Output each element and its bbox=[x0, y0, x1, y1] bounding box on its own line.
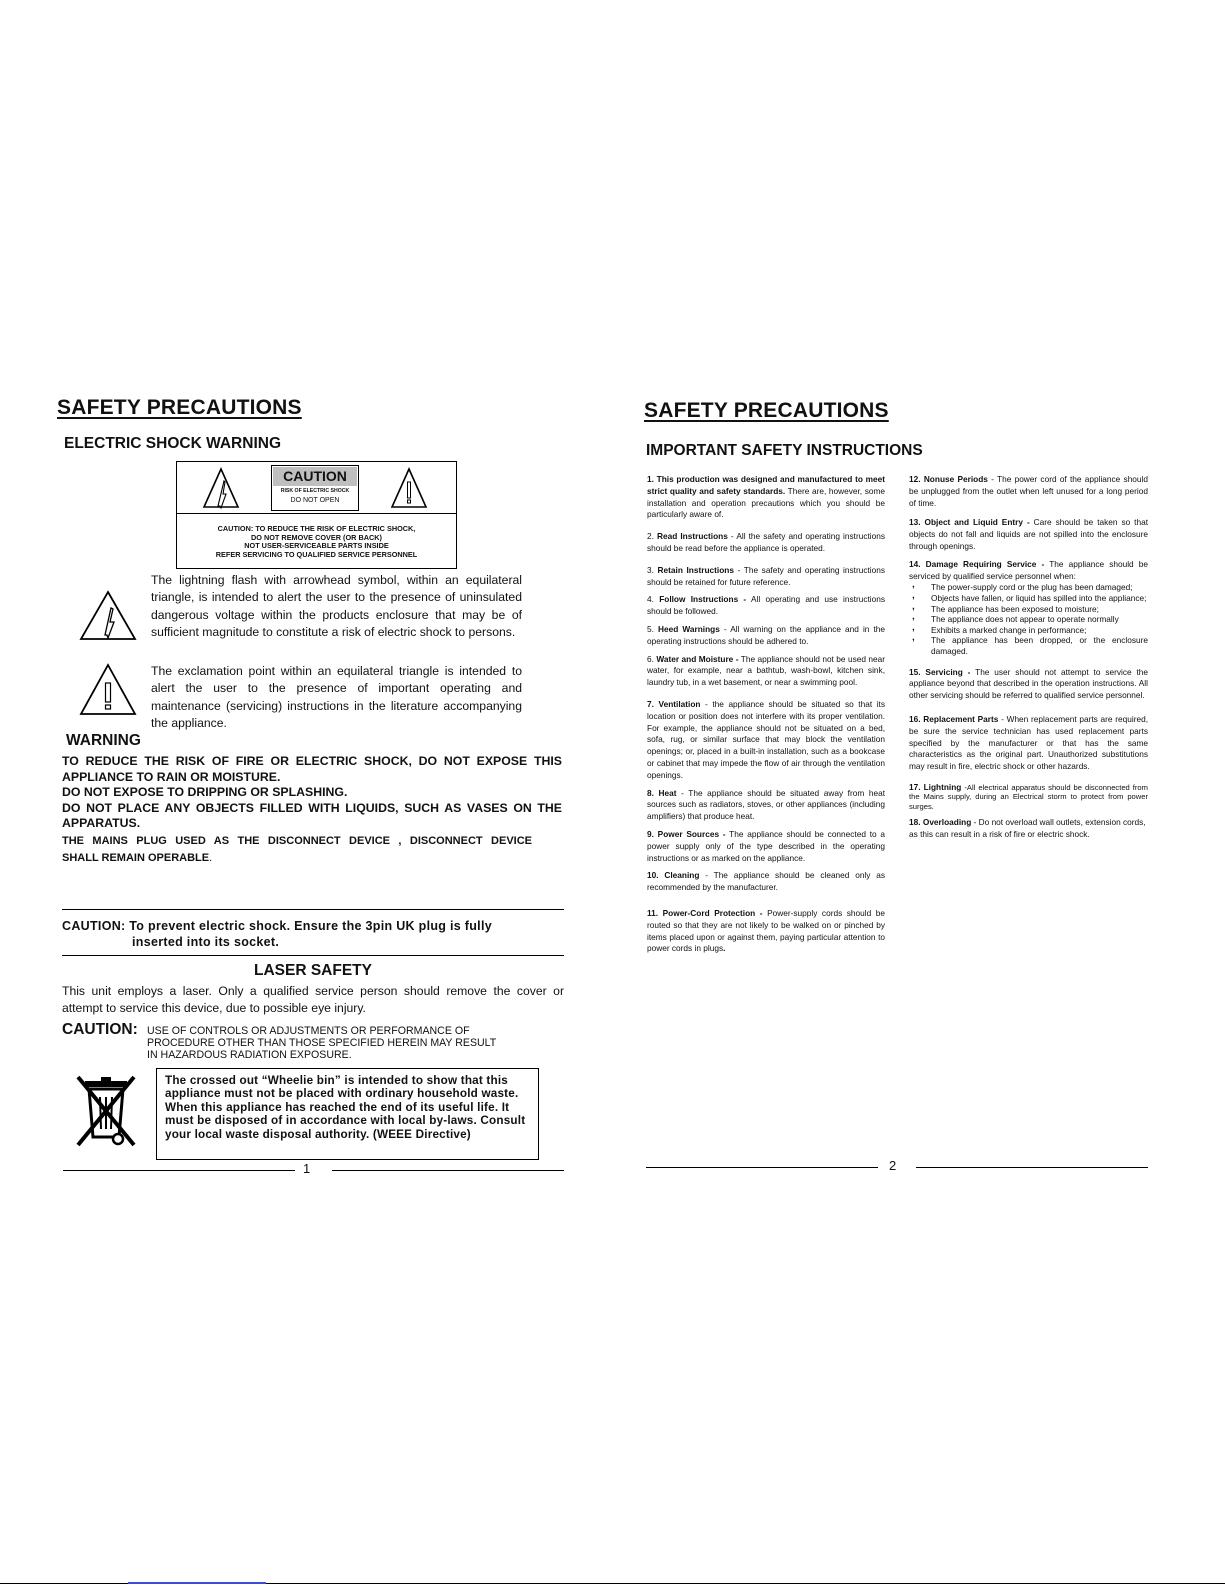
caution-box bbox=[176, 461, 457, 569]
item5-num: 5. bbox=[647, 623, 654, 634]
caution-box-line3: NOT USER-SERVICEABLE PARTS INSIDE bbox=[244, 541, 389, 551]
instructions-column-left bbox=[647, 474, 885, 961]
item10-body: - The appliance should be cleaned only as recommended by the manufacturer. bbox=[647, 870, 885, 893]
lightning-paragraph: The lightning flash with arrowhead symbol, within an equilateral triangle, is intended to alert the user to the presence of uninsulated dangerous voltage within the products enclosure that may be of sufficient magnitude to constitute a risk of electric shock to persons. bbox=[151, 573, 522, 639]
item17-head: Lightning bbox=[923, 781, 962, 792]
mains-line2: SHALL REMAIN OPERABLE bbox=[62, 851, 210, 864]
caution-box-line1: CAUTION: TO REDUCE THE RISK OF ELECTRIC SHOCK, bbox=[217, 524, 416, 533]
item6-num: 6. bbox=[647, 653, 654, 664]
instruction-item-9 bbox=[647, 829, 885, 864]
item4-head: Follow Instructions - bbox=[659, 594, 747, 605]
item5-head: Heed Warnings bbox=[657, 623, 720, 634]
bottom-blue-mark bbox=[128, 1582, 266, 1584]
item15-body: The user should not attempt to service the appliance beyond that described in the operation instructions. All other servicing should be referred to qualified service personnel. bbox=[909, 666, 1148, 701]
warning-line5: APPARATUS. bbox=[62, 816, 141, 830]
item1-body: There are, however, some installation and operation precautions which you should be particularly aware of. bbox=[647, 485, 885, 520]
mains-plug-notice bbox=[62, 833, 532, 866]
laser-caution-text bbox=[147, 1025, 545, 1062]
item9-head: Power Sources - bbox=[657, 828, 726, 839]
weee-notice-box bbox=[156, 1068, 539, 1160]
instruction-item-12 bbox=[909, 474, 1148, 509]
item14-num: 14. bbox=[909, 558, 921, 569]
item18-num: 18. bbox=[909, 817, 921, 828]
item3-head: Retain Instructions bbox=[657, 564, 734, 575]
damage-conditions-list bbox=[909, 582, 1148, 656]
item5-body: - All warning on the appliance and in the operating instructions should be adhered to. bbox=[647, 623, 885, 646]
caution-label: CAUTION bbox=[273, 467, 357, 486]
laser-caution-line1: USE OF CONTROLS OR ADJUSTMENTS OR PERFORMANCE OF bbox=[147, 1025, 470, 1037]
page-2-title: SAFETY PRECAUTIONS bbox=[644, 399, 889, 422]
caution-box-line2: DO NOT REMOVE COVER (OR BACK) bbox=[251, 532, 382, 542]
laser-caution-line2: PROCEDURE OTHER THAN THOSE SPECIFIED HEREIN MAY RESULT bbox=[147, 1037, 497, 1050]
item15-head: Servicing - bbox=[925, 666, 971, 677]
item7-head: Ventilation bbox=[658, 698, 701, 709]
item7-body: - the appliance should be situated so that its location or position does not interfere with its proper ventilation. For example, the appliance should not be situated on a bed, sofa, rug, or similar surface that may block the ventilation openings; or, placed in a built-in installation, such as a bookcase or cabinet that may impede the flow of air through the ventilation openings. bbox=[647, 698, 886, 780]
item13-head: Object and Liquid Entry - bbox=[924, 517, 1030, 528]
damage-bullet-5: ‚ Exhibits a marked change in performance; bbox=[909, 625, 1148, 636]
item7-num: 7. bbox=[647, 698, 654, 709]
item2-body: - All the safety and operating instructions should be read before the appliance is operated. bbox=[647, 531, 886, 553]
item4-body: All operating and use instructions should be followed. bbox=[647, 594, 885, 617]
crossed-out-wheelie-bin-icon bbox=[74, 1073, 138, 1149]
plug-caution-label: CAUTION: bbox=[62, 919, 126, 933]
damage-bullet-4: ‚ The appliance does not appear to operate normally bbox=[909, 614, 1148, 625]
electric-shock-heading: ELECTRIC SHOCK WARNING bbox=[64, 435, 281, 452]
item16-body: - When replacement parts are required, be sure the service technician has used replacement parts specified by the manufacturer or that has the same characteristics as the original part. Unauthorized substitutions may result in fire, electric shock or other hazards. bbox=[909, 713, 1148, 772]
item6-body: The appliance should not be used near water, for example, near a bathtub, wash-bowl, kitchen sink, laundry tub, in a wet basement, or near a swimming pool. bbox=[647, 653, 885, 688]
important-safety-heading: IMPORTANT SAFETY INSTRUCTIONS bbox=[646, 442, 923, 459]
warning-heading: WARNING bbox=[66, 732, 141, 749]
item14-head: Damage Requiring Service - bbox=[925, 558, 1045, 569]
page-1-title: SAFETY PRECAUTIONS bbox=[57, 396, 302, 419]
instruction-item-3 bbox=[647, 565, 885, 589]
item14-body: The appliance should be serviced by qualified service personnel when: bbox=[909, 558, 1148, 581]
laser-safety-heading: LASER SAFETY bbox=[254, 962, 372, 979]
divider-bottom bbox=[62, 955, 564, 956]
instruction-item-4 bbox=[647, 594, 885, 618]
instruction-item-14 bbox=[909, 559, 1148, 583]
damage-bullet-6: ‚ The appliance has been dropped, or the enclosure damaged. bbox=[909, 635, 1148, 656]
footer-rule-left bbox=[63, 1170, 295, 1171]
item18-body: - Do not overload wall outlets, extension cords, as this can result in a risk of fire or electric shock. bbox=[909, 817, 1146, 840]
divider-top bbox=[62, 909, 564, 910]
footer-rule-right bbox=[332, 1170, 564, 1171]
item9-body: The appliance should be connected to a power supply only of the type described in the operating instructions or as marked on the appliance. bbox=[647, 828, 885, 863]
item4-num: 4. bbox=[647, 594, 654, 605]
footer-rule-right bbox=[916, 1167, 1148, 1168]
item11-num: 11. bbox=[647, 907, 659, 918]
item16-num: 16. bbox=[909, 713, 921, 724]
instruction-item-5 bbox=[647, 624, 885, 648]
item8-head: Heat bbox=[658, 787, 677, 798]
item17-body: -All electrical apparatus should be disconnected from the Mains supply, during an Electrical storm to protect from power surges. bbox=[909, 782, 1148, 811]
instructions-column-right bbox=[909, 474, 1148, 847]
item12-body: - The power cord of the appliance should be unplugged from the outlet when left unused for a long period of time. bbox=[909, 474, 1148, 508]
lightning-symbol-icon bbox=[78, 590, 138, 642]
instruction-item-11 bbox=[647, 908, 885, 955]
warning-block bbox=[62, 754, 562, 832]
plug-caution bbox=[62, 918, 562, 950]
item9-num: 9. bbox=[647, 828, 654, 839]
item18-head: Overloading bbox=[922, 817, 972, 828]
laser-paragraph: This unit employs a laser. Only a qualified service person should remove the cover or attempt to service this device, due to possible eye injury. bbox=[62, 984, 564, 1016]
lightning-triangle-icon bbox=[201, 466, 241, 510]
item15-num: 15. bbox=[909, 666, 921, 677]
item1-head: 1. This production was designed and manufactured to meet strict quality and safety standards. bbox=[647, 474, 885, 496]
item17-num: 17. bbox=[909, 781, 921, 792]
item3-body: - The safety and operating instructions should be retained for future reference. bbox=[647, 564, 885, 587]
instruction-item-8 bbox=[647, 788, 885, 823]
instruction-item-18 bbox=[909, 817, 1148, 841]
item8-num: 8. bbox=[647, 787, 654, 798]
page-number: 2 bbox=[889, 1158, 897, 1173]
item3-num: 3. bbox=[647, 564, 654, 575]
instruction-item-7 bbox=[647, 699, 885, 782]
risk-of-electric-shock-text: RISK OF ELECTRIC SHOCK bbox=[280, 488, 350, 494]
instruction-item-10 bbox=[647, 870, 885, 894]
item10-head: Cleaning bbox=[664, 870, 700, 881]
laser-caution-line3: IN HAZARDOUS RADIATION EXPOSURE. bbox=[147, 1049, 352, 1062]
warning-line2: APPLIANCE TO RAIN OR MOISTURE. bbox=[62, 769, 281, 784]
exclamation-paragraph: The exclamation point within an equilateral triangle is intended to alert the user to the presence of important operating and maintenance (servicing) instructions in the literature accompanying the appliance. bbox=[151, 664, 522, 730]
item2-num: 2. bbox=[647, 531, 654, 542]
instruction-item-2 bbox=[647, 531, 885, 555]
item8-body: - The appliance should be situated away from heat sources such as radiators, stoves, or other appliances (including amplifiers) that produce heat. bbox=[647, 787, 885, 822]
instruction-item-13 bbox=[909, 517, 1148, 552]
footer-rule-left bbox=[646, 1167, 878, 1168]
caution-box-divider bbox=[177, 513, 456, 514]
caution-label-plate bbox=[271, 465, 359, 511]
damage-bullet-3: ‚ The appliance has been exposed to moisture; bbox=[909, 604, 1148, 615]
item10-num: 10. bbox=[647, 870, 659, 881]
mains-line1: THE MAINS PLUG USED AS THE DISCONNECT DEVICE , DISCONNECT DEVICE bbox=[62, 835, 532, 847]
instruction-item-1 bbox=[647, 474, 885, 521]
item2-head: Read Instructions bbox=[657, 531, 728, 542]
item16-head: Replacement Parts bbox=[923, 713, 999, 724]
damage-bullet-1: ‚ The power-supply cord or the plug has been damaged; bbox=[909, 582, 1148, 593]
page-number: 1 bbox=[303, 1161, 311, 1176]
plug-caution-line1: To prevent electric shock. Ensure the 3pin UK plug is fully bbox=[129, 919, 492, 933]
item12-head: Nonuse Periods bbox=[923, 474, 988, 484]
item13-num: 13. bbox=[909, 517, 921, 528]
instruction-item-16 bbox=[909, 714, 1148, 773]
mains-period: . bbox=[209, 851, 213, 864]
item11-body: Power-supply cords should be routed so that they are not likely to be walked on or pinched by items placed upon or against them, paying particular attention to power cords in plugs bbox=[647, 907, 886, 954]
caution-box-text bbox=[177, 525, 456, 559]
weee-text: The crossed out “Wheelie bin” is intended to show that this appliance must not be placed with ordinary household waste. When this appliance has reached the end of its useful life. It must be disposed of in accordance with local by-laws. Consult your local waste disposal authority. (WEEE Directive) bbox=[165, 1074, 526, 1141]
warning-line4: DO NOT PLACE ANY OBJECTS FILLED WITH LIQUIDS, SUCH AS VASES ON THE bbox=[62, 800, 562, 815]
exclamation-triangle-icon bbox=[389, 466, 429, 510]
plug-caution-line2: inserted into its socket. bbox=[132, 935, 280, 949]
warning-line3: DO NOT EXPOSE TO DRIPPING OR SPLASHING. bbox=[62, 785, 348, 799]
instruction-item-15 bbox=[909, 667, 1148, 702]
warning-line1: TO REDUCE THE RISK OF FIRE OR ELECTRIC SHOCK, DO NOT EXPOSE THIS bbox=[62, 754, 562, 768]
item11-period: . bbox=[723, 943, 726, 954]
item11-head: Power-Cord Protection - bbox=[662, 907, 763, 918]
item13-body: Care should be taken so that objects do not fall and liquids are not spilled into the enclosure through openings. bbox=[909, 517, 1148, 551]
do-not-open-text: DO NOT OPEN bbox=[290, 497, 340, 504]
caution-box-line4: REFER SERVICING TO QUALIFIED SERVICE PERSONNEL bbox=[215, 549, 418, 559]
instruction-item-6 bbox=[647, 654, 885, 689]
laser-caution-label: CAUTION: bbox=[62, 1021, 138, 1038]
item6-head: Water and Moisture - bbox=[656, 653, 739, 664]
item12-num: 12. bbox=[909, 474, 921, 484]
exclamation-symbol-icon bbox=[78, 663, 138, 717]
instruction-item-17 bbox=[909, 783, 1148, 812]
damage-bullet-2: ‚ Objects have fallen, or liquid has spilled into the appliance; bbox=[909, 593, 1148, 604]
